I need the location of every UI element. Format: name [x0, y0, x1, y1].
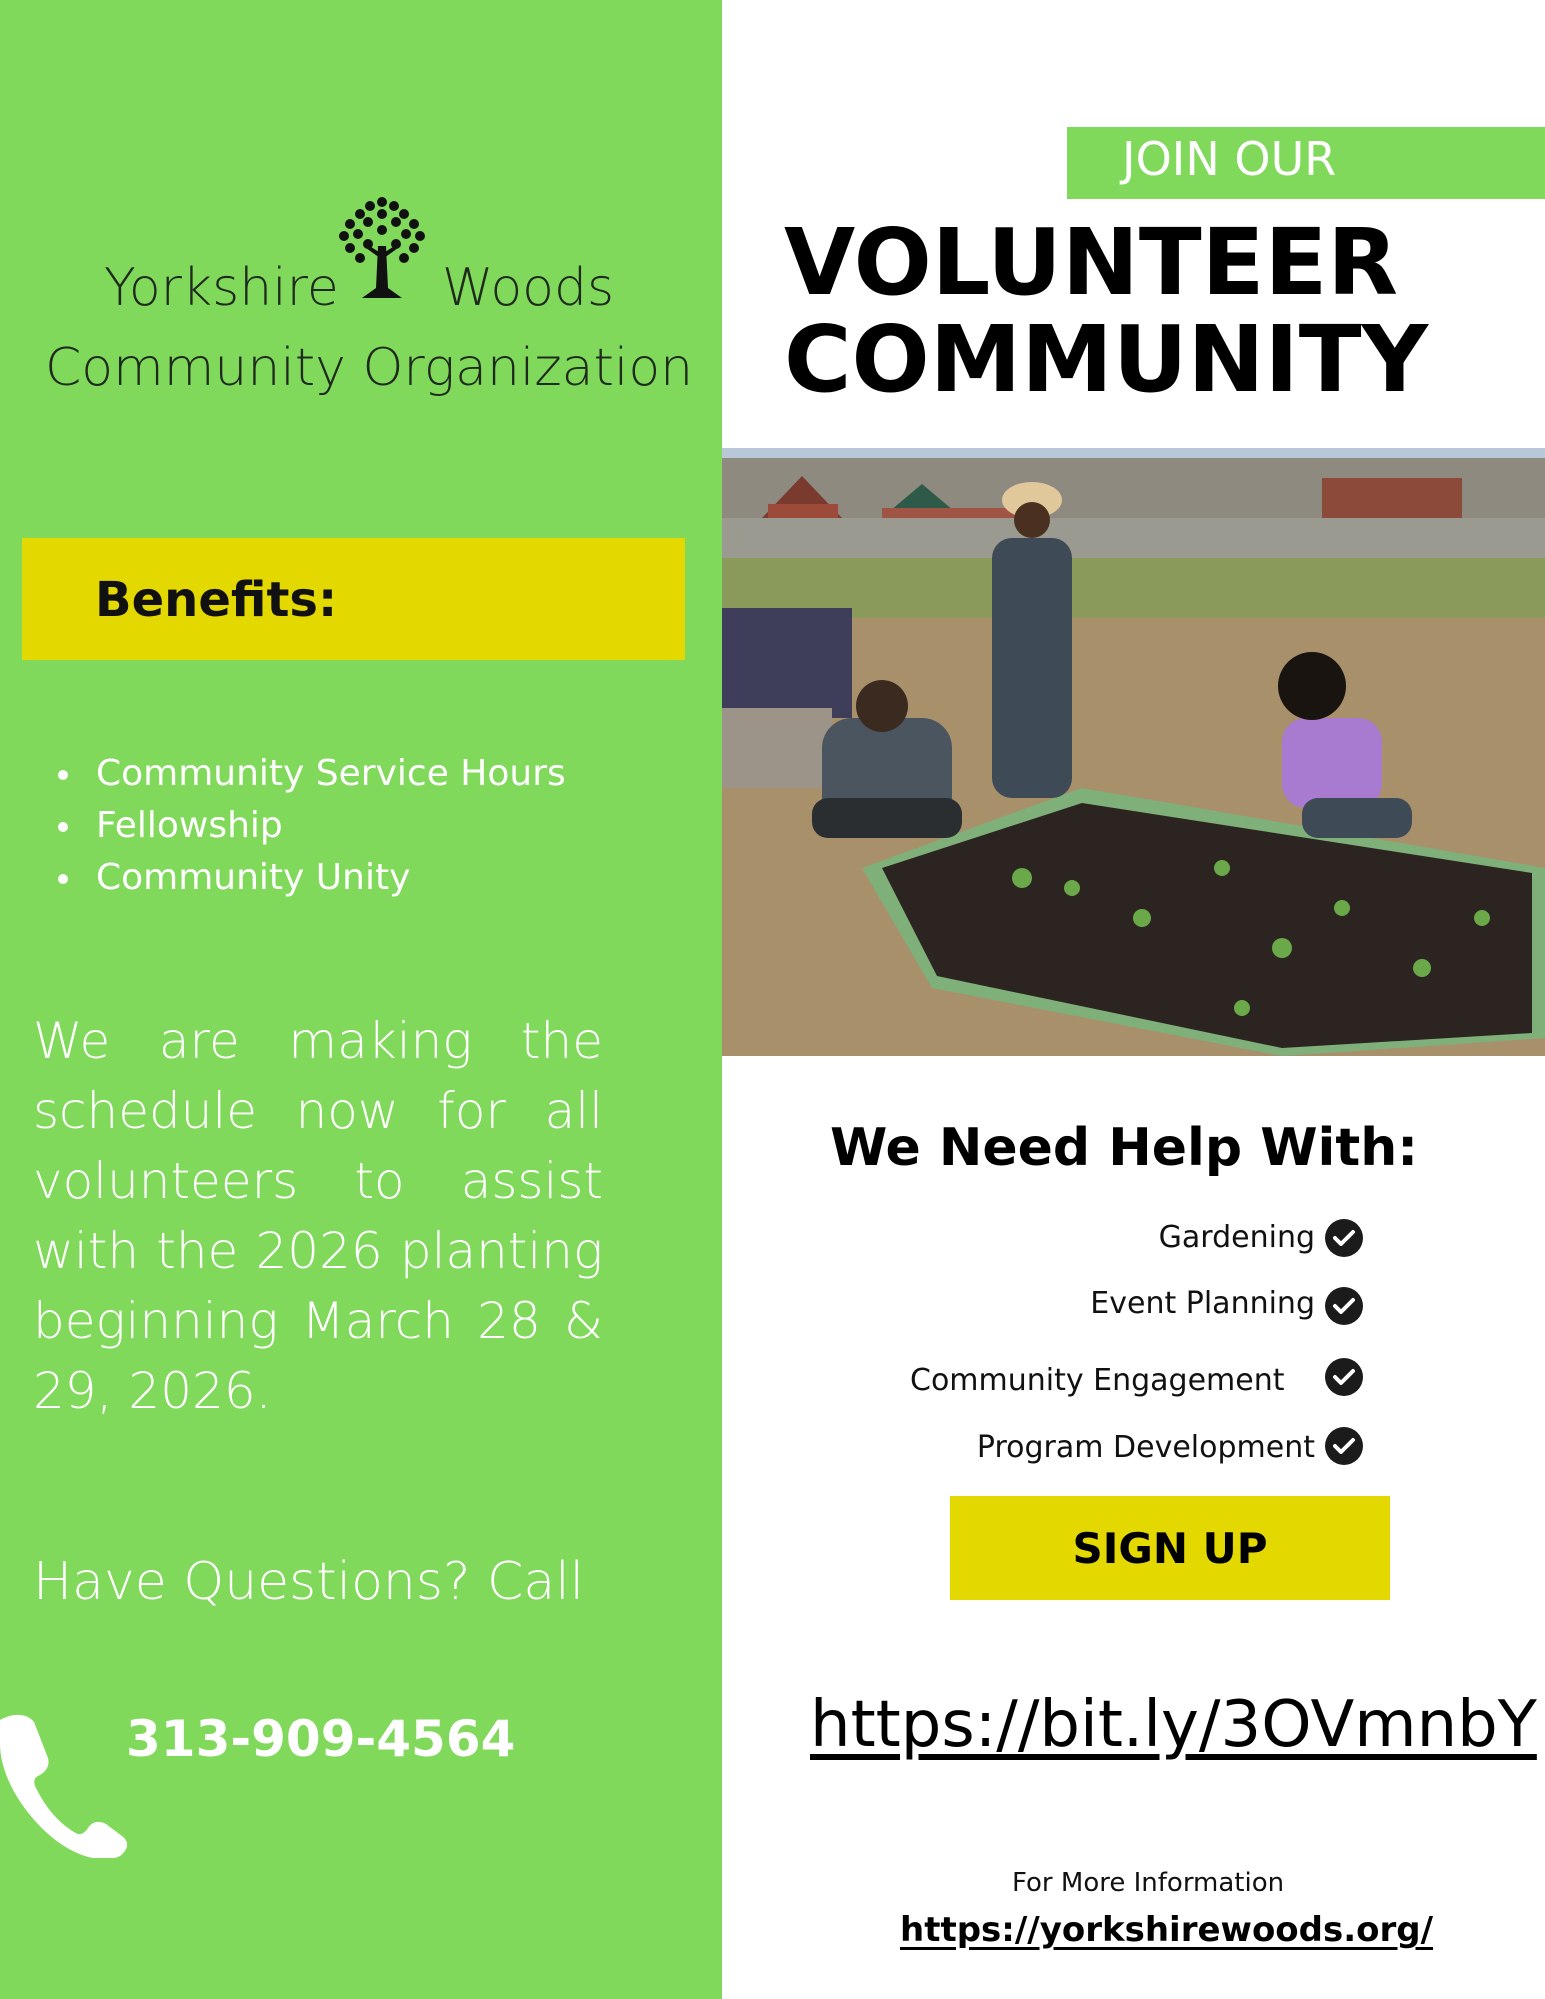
join-text: JOIN OUR [1122, 132, 1337, 186]
benefits-list [56, 748, 566, 904]
right-panel [722, 0, 1545, 1999]
left-panel [0, 0, 722, 1999]
sign-up-button[interactable]: SIGN UP [950, 1496, 1390, 1600]
schedule-text: We are making the schedule now for all volunteers to assist with the 2026 planting beginning March 28 & 29, 2026. [33, 1012, 603, 1420]
logo-word-woods: Woods [442, 258, 615, 318]
tree-icon [322, 188, 442, 308]
phone-number[interactable]: 313-909-4564 [126, 1710, 516, 1768]
benefit-item: Fellowship [56, 800, 566, 852]
benefit-item: Community Service Hours [56, 748, 566, 800]
phone-icon [0, 1708, 130, 1858]
help-item-event-planning: Event Planning [1090, 1286, 1315, 1321]
check-circle-icon [1325, 1358, 1363, 1396]
garden-photo [722, 448, 1545, 1056]
more-info-label: For More Information [1012, 1868, 1285, 1898]
benefits-title: Benefits: [95, 572, 338, 628]
help-item-gardening: Gardening [1158, 1220, 1315, 1255]
help-item-program-development: Program Development [976, 1430, 1315, 1465]
questions-text: Have Questions? Call [33, 1552, 585, 1612]
benefit-item: Community Unity [56, 852, 566, 904]
page-title [784, 209, 1429, 413]
signup-short-link[interactable]: https://bit.ly/3OVmnbY [810, 1688, 1537, 1762]
title-line-community: COMMUNITY [784, 306, 1429, 413]
title-line-volunteer: VOLUNTEER [784, 209, 1399, 316]
help-item-community-engagement: Community Engagement [910, 1363, 1285, 1398]
help-title: We Need Help With: [830, 1118, 1419, 1178]
check-circle-icon [1325, 1287, 1363, 1325]
logo-word-organization: Community Organization [45, 338, 694, 398]
logo-word-yorkshire: Yorkshire [104, 258, 339, 318]
check-circle-icon [1325, 1219, 1363, 1257]
website-link[interactable]: https://yorkshirewoods.org/ [900, 1910, 1434, 1950]
check-circle-icon [1325, 1427, 1363, 1465]
